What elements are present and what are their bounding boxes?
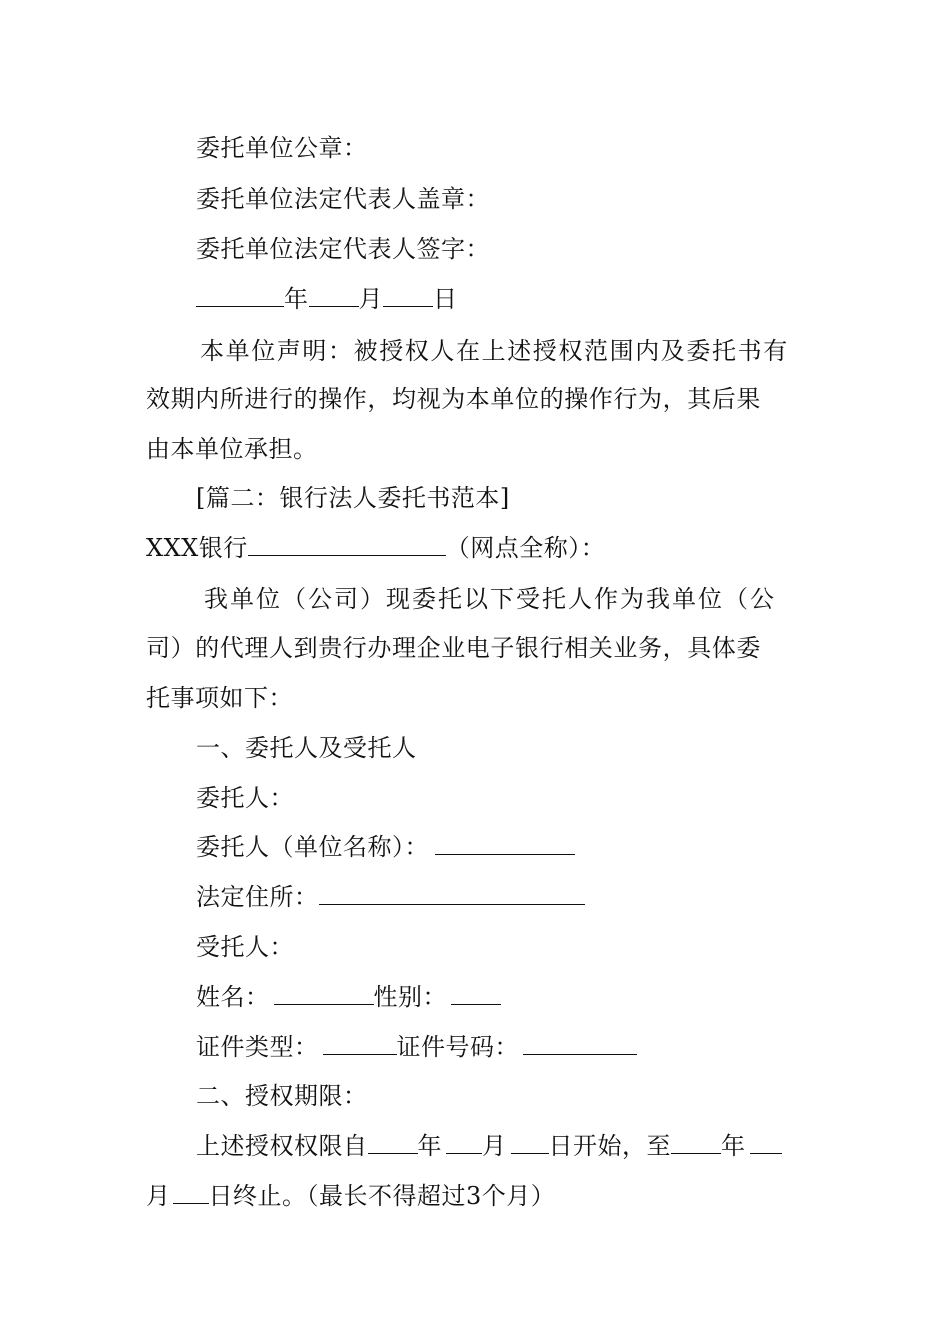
- period-month2-label: 月: [146, 1182, 171, 1210]
- month-blank: [309, 284, 359, 307]
- gender-blank: [451, 982, 501, 1005]
- principal-name-line: [196, 832, 575, 862]
- name-blank: [274, 982, 374, 1005]
- agent-label: 受托人：: [196, 933, 294, 961]
- section-title: [篇二：银行法人委托书范本]: [196, 484, 510, 512]
- id-number-label: 证件号码：: [396, 1033, 519, 1061]
- period-from-label: 上述授权权限自: [196, 1132, 368, 1160]
- principal-name-label: 委托人（单位名称）：: [196, 833, 429, 861]
- intro-line-2: 司）的代理人到贵行办理企业电子银行相关业务，具体委: [146, 634, 761, 662]
- bank-line: [146, 533, 605, 563]
- id-type-label: 证件类型：: [196, 1033, 319, 1061]
- bank-prefix: XXX银行: [146, 534, 248, 562]
- id-type-blank: [323, 1032, 397, 1055]
- period-month2-blank: [750, 1131, 782, 1154]
- address-label: 法定住所：: [196, 883, 319, 911]
- period-month-blank: [446, 1131, 482, 1154]
- intro-line-3: 托事项如下：: [146, 684, 293, 712]
- principal-label: 委托人：: [196, 784, 294, 812]
- statement-line-3: 由本单位承担。: [146, 435, 318, 463]
- heading-principal-agent: 一、委托人及受托人: [196, 734, 417, 762]
- date-line: [196, 284, 458, 314]
- gender-label: 性别：: [373, 983, 447, 1011]
- year-label: 年: [284, 285, 309, 313]
- branch-blank: [248, 533, 446, 556]
- period-end-label: 日终止。（最长不得超过3个月）: [208, 1182, 556, 1210]
- heading-period: 二、授权期限：: [196, 1082, 368, 1110]
- month-label: 月: [358, 285, 383, 313]
- day-label: 日: [433, 285, 458, 313]
- address-blank: [319, 882, 585, 905]
- statement-line-1: 本单位声明：被授权人在上述授权范围内及委托书有: [200, 337, 789, 365]
- principal-name-blank: [435, 832, 575, 855]
- rep-seal-line: 委托单位法定代表人盖章：: [196, 185, 490, 213]
- seal-line: 委托单位公章：: [196, 134, 368, 162]
- day-blank: [383, 284, 433, 307]
- bank-suffix: （网点全称）：: [445, 534, 606, 562]
- period-year2-blank: [671, 1131, 721, 1154]
- period-month-label: 月: [482, 1132, 507, 1160]
- id-line: [196, 1032, 637, 1062]
- period-day-blank: [511, 1131, 549, 1154]
- intro-line-1: 我单位（公司）现委托以下受托人作为我单位（公: [204, 585, 776, 613]
- year-blank: [196, 284, 284, 307]
- rep-sign-line: 委托单位法定代表人签字：: [196, 235, 490, 263]
- period-year-label: 年: [417, 1132, 442, 1160]
- address-line: [196, 882, 585, 912]
- period-day2-blank: [173, 1181, 209, 1204]
- period-line-2: [146, 1181, 555, 1211]
- name-gender-line: [196, 982, 501, 1012]
- id-number-blank: [523, 1032, 637, 1055]
- period-start-label: 日开始，至: [548, 1132, 671, 1160]
- name-label: 姓名：: [196, 983, 270, 1011]
- statement-line-2: 效期内所进行的操作，均视为本单位的操作行为，其后果: [146, 385, 761, 413]
- period-year2-label: 年: [721, 1132, 746, 1160]
- period-line-1: [196, 1131, 782, 1161]
- period-year-blank: [368, 1131, 418, 1154]
